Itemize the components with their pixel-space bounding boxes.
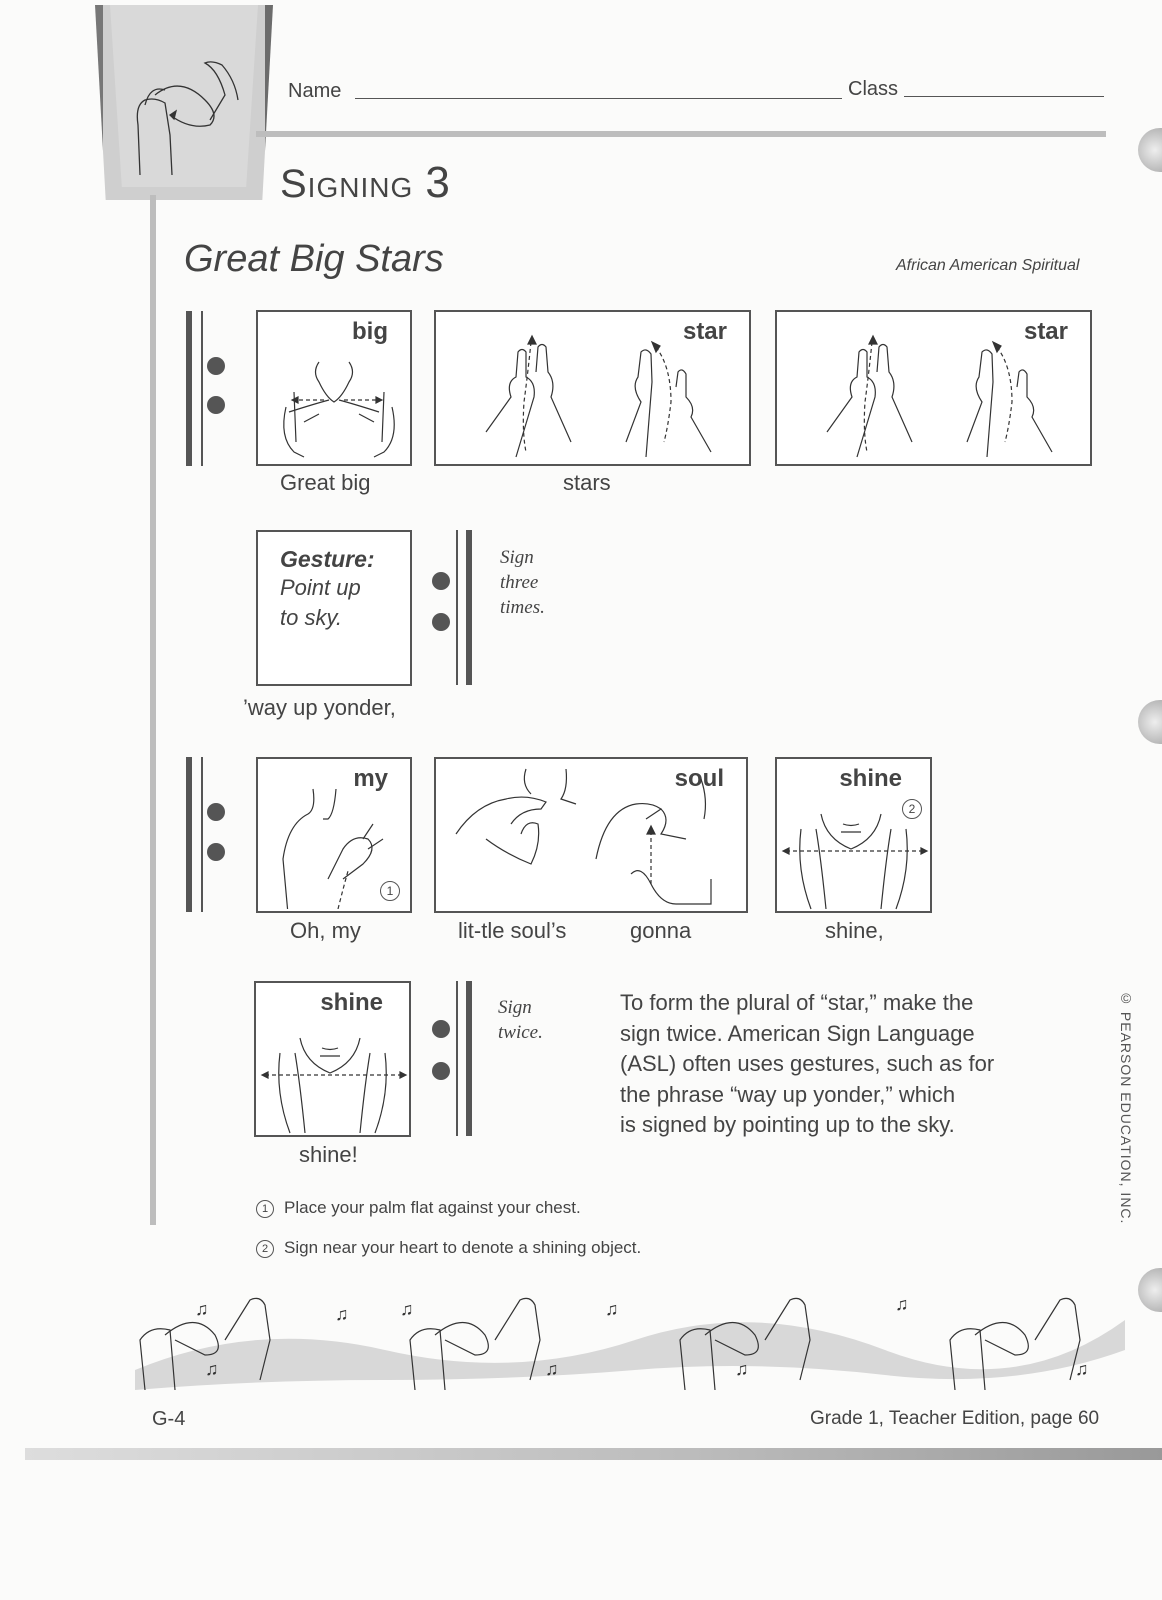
page-code: G-4	[152, 1408, 186, 1430]
lyric: gonna	[630, 918, 692, 943]
copyright-notice: © PEARSON EDUCATION, INC.	[1118, 990, 1134, 1225]
sign-word: my	[353, 765, 388, 792]
repeat-start-thin-bar	[201, 757, 203, 912]
svg-text:♫: ♫	[545, 1359, 559, 1379]
gesture-text-line: Point up	[280, 575, 361, 600]
hands-and-music-notes-icon	[135, 1280, 1125, 1395]
teacher-edition-reference: Grade 1, Teacher Edition, page 60	[810, 1408, 1100, 1429]
note-line: twice.	[498, 1022, 543, 1043]
repeat-start-thick-bar	[186, 757, 192, 912]
lyric: Great big	[280, 470, 371, 495]
lyric: shine,	[825, 918, 884, 943]
lyric: Oh, my	[290, 918, 361, 943]
repeat-dot	[432, 1062, 450, 1080]
lyric: shine!	[299, 1142, 358, 1167]
repeat-instruction	[500, 545, 545, 620]
sign-word: shine	[320, 989, 383, 1016]
svg-text:♫: ♫	[335, 1304, 349, 1324]
note-line: three	[500, 572, 539, 593]
sign-word: shine	[839, 765, 902, 792]
repeat-start-thick-bar	[186, 311, 192, 466]
repeat-end-thick-bar	[466, 530, 472, 685]
song-title: Great Big Stars	[184, 238, 444, 280]
paragraph-line: (ASL) often uses gestures, such as for	[620, 1051, 995, 1076]
svg-text:♫: ♫	[195, 1299, 209, 1319]
scan-edge-shadow	[25, 1448, 1162, 1460]
sign-box-shine	[775, 757, 932, 913]
repeat-end-thin-bar	[456, 981, 458, 1136]
lyric: lit-tle soul’s	[458, 918, 567, 943]
soul-sign-icon	[446, 764, 736, 912]
section-number: 3	[425, 158, 451, 207]
sign-box-big	[256, 310, 412, 466]
left-margin-rule	[150, 195, 156, 1225]
footnote-number: 2	[256, 1240, 274, 1258]
svg-text:♫: ♫	[400, 1299, 414, 1319]
section-title-text: Signing	[280, 162, 414, 206]
class-label: Class	[848, 78, 899, 100]
svg-text:♫: ♫	[1075, 1359, 1089, 1379]
big-sign-icon	[264, 352, 404, 462]
note-line: Sign	[500, 547, 534, 568]
sign-word: star	[1023, 318, 1068, 345]
note-line: Sign	[498, 997, 532, 1018]
repeat-dot	[432, 572, 450, 590]
star-sign-icon	[456, 312, 716, 464]
sign-word: soul	[674, 765, 724, 792]
sign-box-shine-final	[254, 981, 411, 1137]
repeat-end-thin-bar	[456, 530, 458, 685]
repeat-dot	[207, 843, 225, 861]
gesture-title: Gesture:	[280, 546, 375, 572]
sign-word: big	[352, 318, 388, 345]
paragraph-line: sign twice. American Sign Language	[620, 1020, 975, 1046]
repeat-dot	[207, 803, 225, 821]
svg-text:♫: ♫	[735, 1359, 749, 1379]
sign-box-star	[434, 310, 751, 466]
paragraph-line: the phrase “way up yonder,” which	[620, 1081, 956, 1107]
decorative-signing-border	[135, 1280, 1125, 1395]
note-line: times.	[500, 597, 545, 618]
gesture-box	[256, 530, 412, 686]
repeat-dot	[432, 613, 450, 631]
name-field[interactable]	[355, 98, 842, 99]
name-label: Name	[288, 80, 342, 102]
lyric: stars	[563, 470, 611, 495]
repeat-dot	[207, 357, 225, 375]
song-origin: African American Spiritual	[896, 257, 1080, 274]
repeat-start-thin-bar	[201, 311, 203, 466]
explanation-paragraph	[620, 988, 1040, 1141]
repeat-instruction	[498, 995, 543, 1045]
header-rule	[256, 131, 1106, 137]
sign-box-soul	[434, 757, 748, 913]
footnote-text: Sign near your heart to denote a shining object.	[284, 1238, 642, 1257]
repeat-end-thick-bar	[466, 981, 472, 1136]
footnote-1	[256, 1198, 581, 1218]
lyric: ’way up yonder,	[243, 695, 396, 720]
class-field[interactable]	[904, 96, 1104, 97]
gesture-text-line: to sky.	[280, 605, 342, 630]
footnote-text: Place your palm flat against your chest.	[284, 1198, 581, 1217]
binder-hole	[1138, 128, 1162, 172]
footnote-2	[256, 1238, 641, 1258]
footnote-number: 1	[256, 1200, 274, 1218]
svg-text:♫: ♫	[895, 1294, 909, 1314]
sign-word: star	[682, 318, 727, 345]
binder-hole	[1138, 1268, 1162, 1312]
repeat-dot	[432, 1020, 450, 1038]
star-sign-icon	[797, 312, 1057, 464]
repeat-dot	[207, 396, 225, 414]
sign-box-star-repeat	[775, 310, 1092, 466]
binder-hole	[1138, 700, 1162, 744]
sign-box-my	[256, 757, 412, 913]
shine-sign-icon	[260, 1023, 408, 1135]
svg-text:♫: ♫	[605, 1299, 619, 1319]
footnote-marker-1: 1	[380, 881, 400, 901]
signing-hands-icon	[110, 5, 258, 187]
section-title	[280, 158, 451, 208]
paragraph-line: To form the plural of “star,” make the	[620, 990, 974, 1015]
paragraph-line: is signed by pointing up to the sky.	[620, 1112, 955, 1137]
svg-text:♫: ♫	[205, 1359, 219, 1379]
footnote-marker-2: 2	[902, 799, 922, 819]
